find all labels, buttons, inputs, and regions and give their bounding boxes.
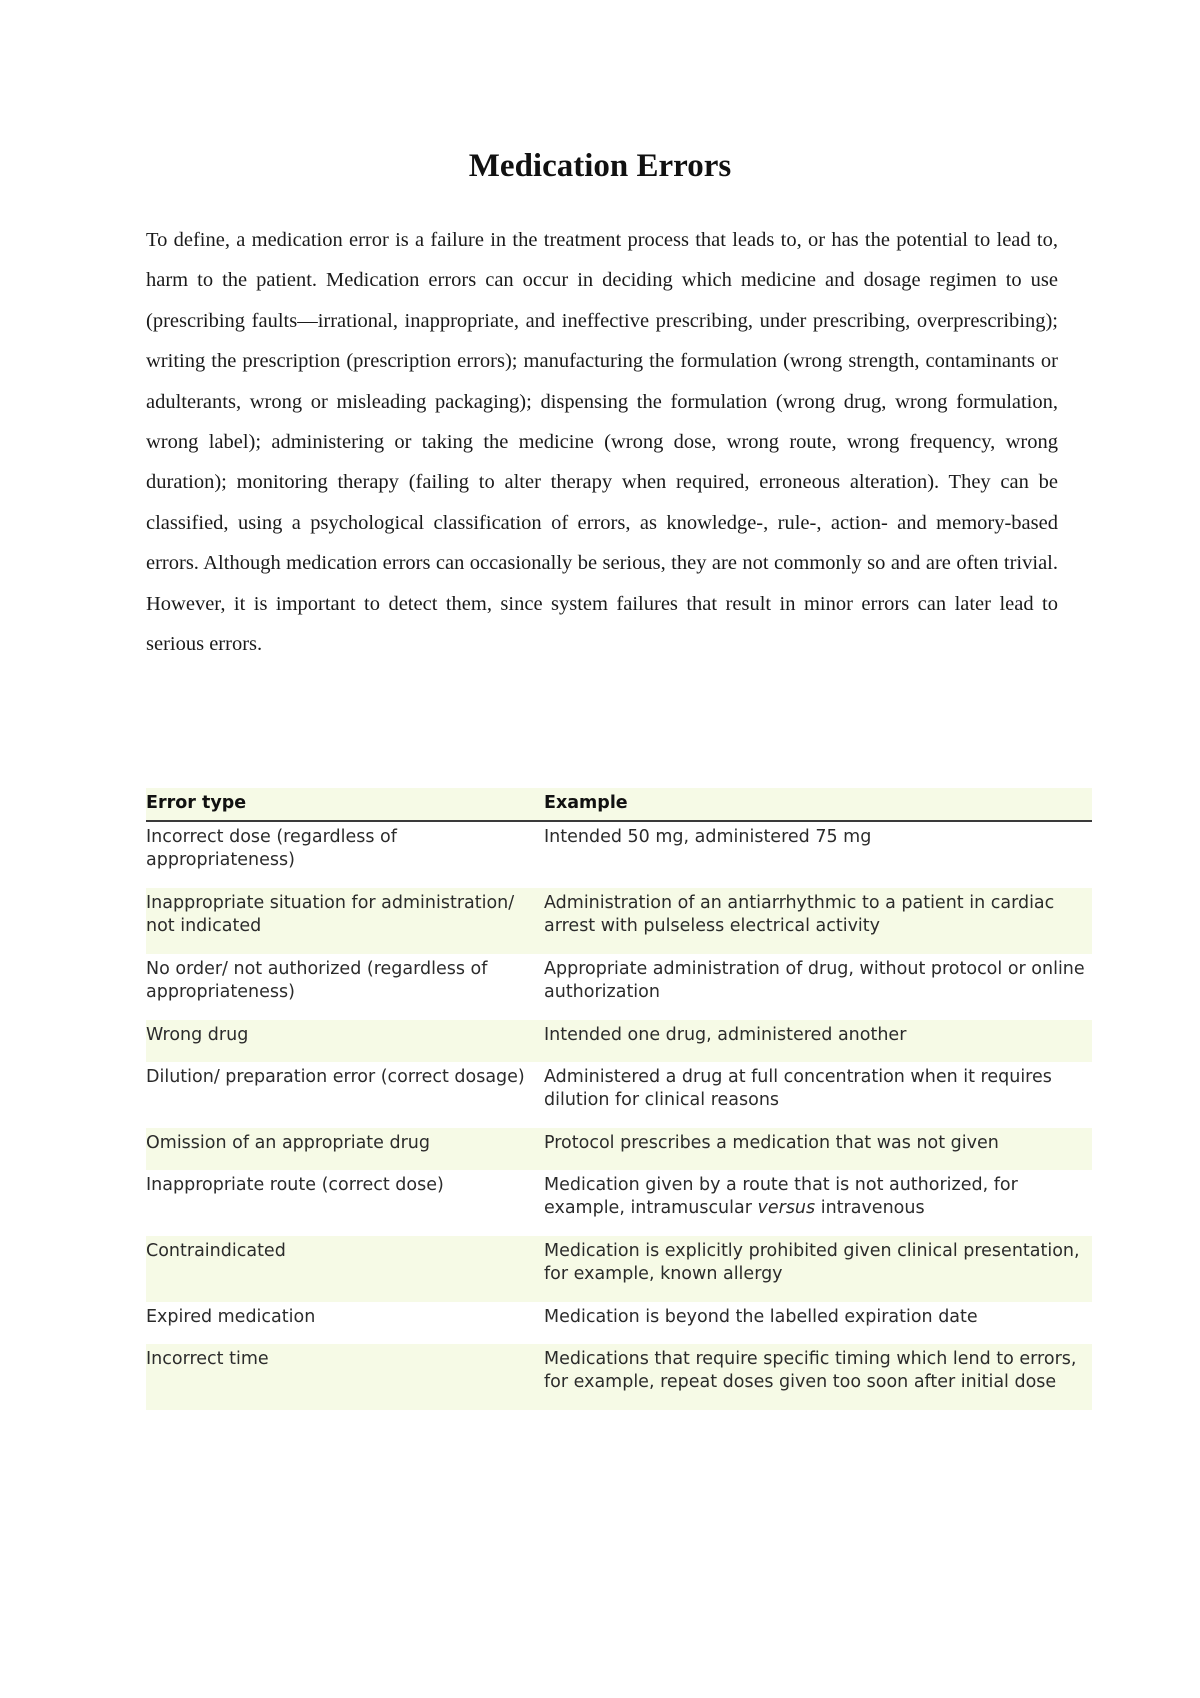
example-cell: Medications that require specific timing which lend to errors, for example, repeat doses given too soon after initial dose: [544, 1349, 1077, 1392]
error-type-cell: Incorrect dose (regardless of appropriateness): [146, 827, 397, 870]
example-text: Medication given by a route that is not authorized, for example, intramuscular: [544, 1175, 1018, 1218]
column-header-example: Example: [544, 793, 628, 813]
example-emphasis: versus: [757, 1198, 816, 1218]
example-cell: Medication is explicitly prohibited given clinical presentation, for example, known allergy: [544, 1241, 1080, 1284]
error-type-cell: Incorrect time: [146, 1349, 269, 1369]
example-cell: [544, 1174, 1092, 1236]
error-type-cell: Dilution/ preparation error (correct dosage): [146, 1067, 525, 1087]
intro-paragraph: To define, a medication error is a failure in the treatment process that leads to, or has the potential to lead to, harm to the patient. Medication errors can occur in deciding which medicine and dosage regimen to use (prescribing faults—irrational, inappropriate, and ineffective prescribing, under prescribing, overprescribing); writing the prescription (prescription errors); manufacturing the formulation (wrong strength, contaminants or adulterants, wrong or misleading packaging); dispensing the formulation (wrong drug, wrong formulation, wrong label); administering or taking the medicine (wrong dose, wrong route, wrong frequency, wrong duration); monitoring therapy (failing to alter therapy when required, erroneous alteration). They can be classified, using a psychological classification of errors, as knowledge-, rule-, action- and memory-based errors. Although medication errors can occasionally be serious, they are not commonly so and are often trivial. However, it is important to detect them, since system failures that result in minor errors can later lead to serious errors.: [146, 229, 1058, 656]
table-row: [146, 1170, 1092, 1236]
error-type-cell: Inappropriate situation for administration/ not indicated: [146, 893, 515, 936]
error-types-table: [146, 788, 1092, 1410]
example-cell: Protocol prescribes a medication that was not given: [544, 1133, 999, 1153]
example-cell: Intended one drug, administered another: [544, 1025, 907, 1045]
table-row: [146, 888, 1092, 954]
error-type-cell: Expired medication: [146, 1307, 316, 1327]
document-title: Medication Errors: [468, 148, 732, 184]
table-row: [146, 954, 1092, 1020]
example-cell: Medication is beyond the labelled expiration date: [544, 1307, 978, 1327]
table-row: [146, 1020, 1092, 1062]
table-row: [146, 1236, 1092, 1302]
error-type-cell: Wrong drug: [146, 1025, 249, 1045]
table-header-row: [146, 788, 1092, 822]
error-type-cell: Contraindicated: [146, 1241, 286, 1261]
table-row: [146, 1302, 1092, 1344]
example-cell: Appropriate administration of drug, without protocol or online authorization: [544, 959, 1085, 1002]
example-text-end: intravenous: [815, 1198, 925, 1218]
table-row: [146, 1344, 1092, 1410]
example-cell: Administration of an antiarrhythmic to a patient in cardiac arrest with pulseless electrical activity: [544, 893, 1055, 936]
table-row: [146, 1062, 1092, 1128]
example-cell: Intended 50 mg, administered 75 mg: [544, 827, 872, 847]
table-row: [146, 1128, 1092, 1170]
error-type-cell: No order/ not authorized (regardless of appropriateness): [146, 959, 488, 1002]
error-type-cell: Inappropriate route (correct dose): [146, 1175, 444, 1195]
table-row: [146, 822, 1092, 888]
error-type-cell: Omission of an appropriate drug: [146, 1133, 430, 1153]
column-header-error-type: Error type: [146, 793, 247, 813]
example-cell: Administered a drug at full concentration when it requires dilution for clinical reasons: [544, 1067, 1052, 1110]
